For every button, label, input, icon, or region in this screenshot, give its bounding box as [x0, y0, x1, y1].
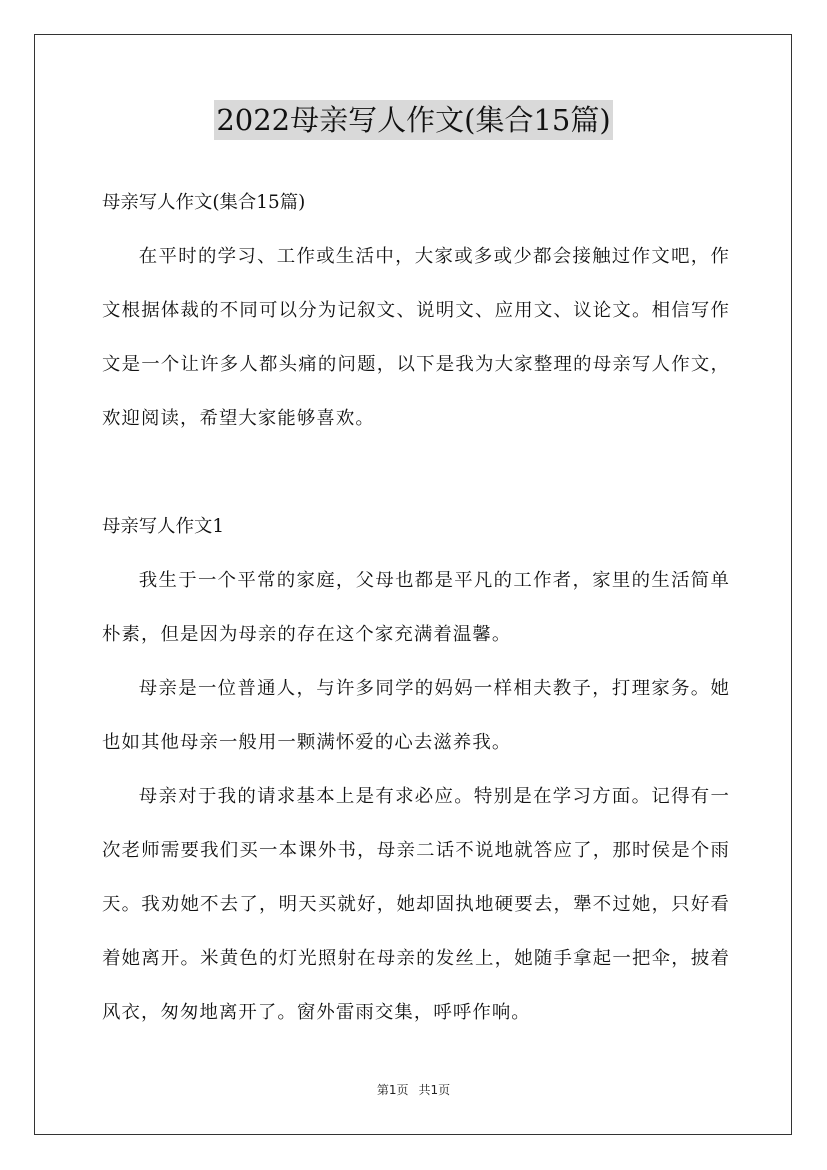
page-number: 第1页 — [376, 1083, 409, 1097]
page-total: 共1页 — [418, 1083, 451, 1097]
intro-paragraph: 在平时的学习、工作或生活中，大家或多或少都会接触过作文吧，作文根据体裁的不同可以分为记叙文、说明文、应用文、议论文。相信写作文是一个让许多人都头痛的问题，以下是我为大家整理的母亲写人作文，欢迎阅读，希望大家能够喜欢。 — [102, 246, 730, 429]
body-paragraph-3: 母亲对于我的请求基本上是有求必应。特别是在学习方面。记得有一次老师需要我们买一本课外书，母亲二话不说地就答应了，那时侯是个雨天。我劝她不去了，明天买就好，她却固执地硬要去，犟不过她，只好看着她离开。米黄色的灯光照射在母亲的发丝上，她随手拿起一把伞，披着风衣，匆匆地离开了。窗外雷雨交集，呼呼作响。 — [102, 786, 730, 1023]
document-title: 2022母亲写人作文(集合15篇) — [214, 100, 612, 140]
title-area — [0, 100, 827, 140]
section-heading: 母亲写人作文1 — [102, 516, 225, 537]
body-paragraph-1: 我生于一个平常的家庭，父母也都是平凡的工作者，家里的生活简单朴素，但是因为母亲的存在这个家充满着温馨。 — [102, 570, 730, 645]
document-body — [102, 176, 730, 1040]
paragraph-spacer — [102, 446, 730, 500]
page-footer — [0, 1082, 827, 1098]
body-paragraph-2: 母亲是一位普通人，与许多同学的妈妈一样相夫教子，打理家务。她也如其他母亲一般用一颗满怀爱的心去滋养我。 — [102, 678, 730, 753]
document-subtitle: 母亲写人作文(集合15篇) — [102, 192, 306, 213]
